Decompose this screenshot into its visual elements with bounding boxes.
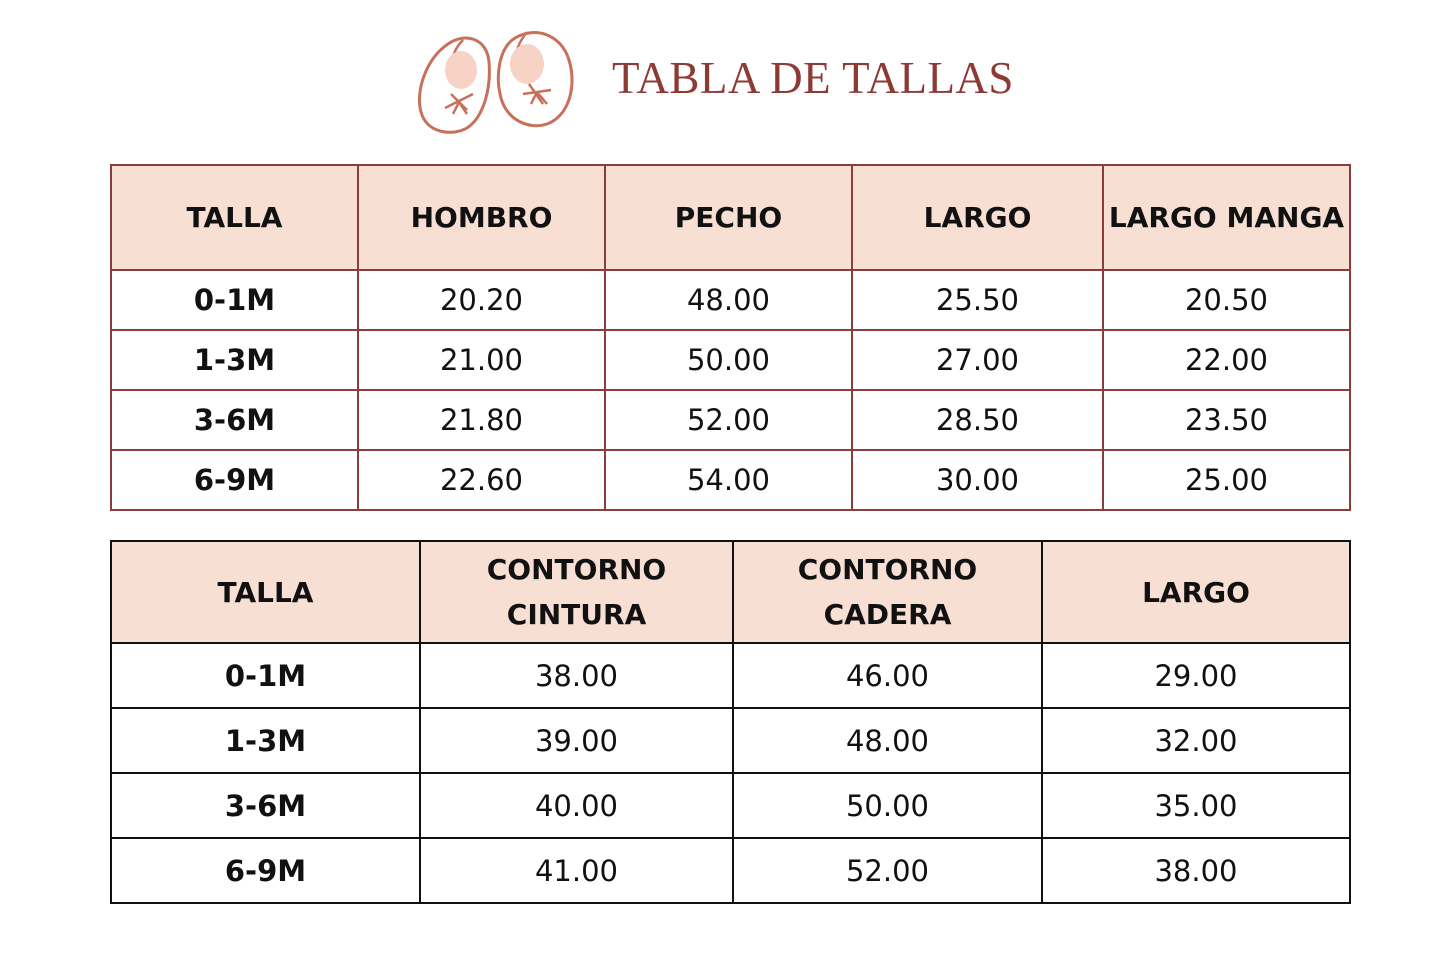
- table-header-row: [111, 541, 1350, 643]
- value-cell: 54.00: [605, 450, 852, 510]
- value-cell: 22.60: [358, 450, 605, 510]
- value-cell: 50.00: [733, 773, 1042, 838]
- table-row: [111, 450, 1350, 510]
- value-cell: 23.50: [1103, 390, 1350, 450]
- column-header-hombro: HOMBRO: [358, 165, 605, 270]
- column-header-largo-manga: LARGO MANGA: [1103, 165, 1350, 270]
- value-cell: 29.00: [1042, 643, 1350, 708]
- value-cell: 41.00: [420, 838, 733, 903]
- value-cell: 32.00: [1042, 708, 1350, 773]
- column-header-pecho: PECHO: [605, 165, 852, 270]
- value-cell: 39.00: [420, 708, 733, 773]
- value-cell: 40.00: [420, 773, 733, 838]
- size-cell: 6-9M: [111, 838, 420, 903]
- table-row: [111, 330, 1350, 390]
- column-header-contorno-cintura: CONTORNO CINTURA: [420, 541, 733, 643]
- value-cell: 38.00: [420, 643, 733, 708]
- size-cell: 3-6M: [111, 773, 420, 838]
- column-header-talla: TALLA: [111, 541, 420, 643]
- value-cell: 22.00: [1103, 330, 1350, 390]
- value-cell: 21.80: [358, 390, 605, 450]
- value-cell: 38.00: [1042, 838, 1350, 903]
- table-row: [111, 708, 1350, 773]
- size-cell: 3-6M: [111, 390, 358, 450]
- table-row: [111, 643, 1350, 708]
- size-table-top: [110, 164, 1351, 511]
- size-cell: 0-1M: [111, 643, 420, 708]
- value-cell: 20.20: [358, 270, 605, 330]
- value-cell: 52.00: [733, 838, 1042, 903]
- column-header-largo: LARGO: [1042, 541, 1350, 643]
- size-cell: 1-3M: [111, 330, 358, 390]
- value-cell: 35.00: [1042, 773, 1350, 838]
- size-cell: 0-1M: [111, 270, 358, 330]
- value-cell: 21.00: [358, 330, 605, 390]
- table-row: [111, 773, 1350, 838]
- value-cell: 30.00: [852, 450, 1103, 510]
- baby-shoes-icon: [415, 24, 580, 139]
- value-cell: 48.00: [605, 270, 852, 330]
- value-cell: 20.50: [1103, 270, 1350, 330]
- size-cell: 6-9M: [111, 450, 358, 510]
- value-cell: 28.50: [852, 390, 1103, 450]
- table-row: [111, 390, 1350, 450]
- size-table-bottom: [110, 540, 1351, 904]
- value-cell: 50.00: [605, 330, 852, 390]
- table-row: [111, 270, 1350, 330]
- value-cell: 25.50: [852, 270, 1103, 330]
- value-cell: 25.00: [1103, 450, 1350, 510]
- page-title: TABLA DE TALLAS: [612, 53, 1014, 103]
- table-row: [111, 838, 1350, 903]
- value-cell: 52.00: [605, 390, 852, 450]
- table-header-row: [111, 165, 1350, 270]
- value-cell: 48.00: [733, 708, 1042, 773]
- value-cell: 46.00: [733, 643, 1042, 708]
- column-header-largo: LARGO: [852, 165, 1103, 270]
- column-header-talla: TALLA: [111, 165, 358, 270]
- column-header-contorno-cadera: CONTORNO CADERA: [733, 541, 1042, 643]
- page-header: [0, 0, 1445, 150]
- value-cell: 27.00: [852, 330, 1103, 390]
- size-cell: 1-3M: [111, 708, 420, 773]
